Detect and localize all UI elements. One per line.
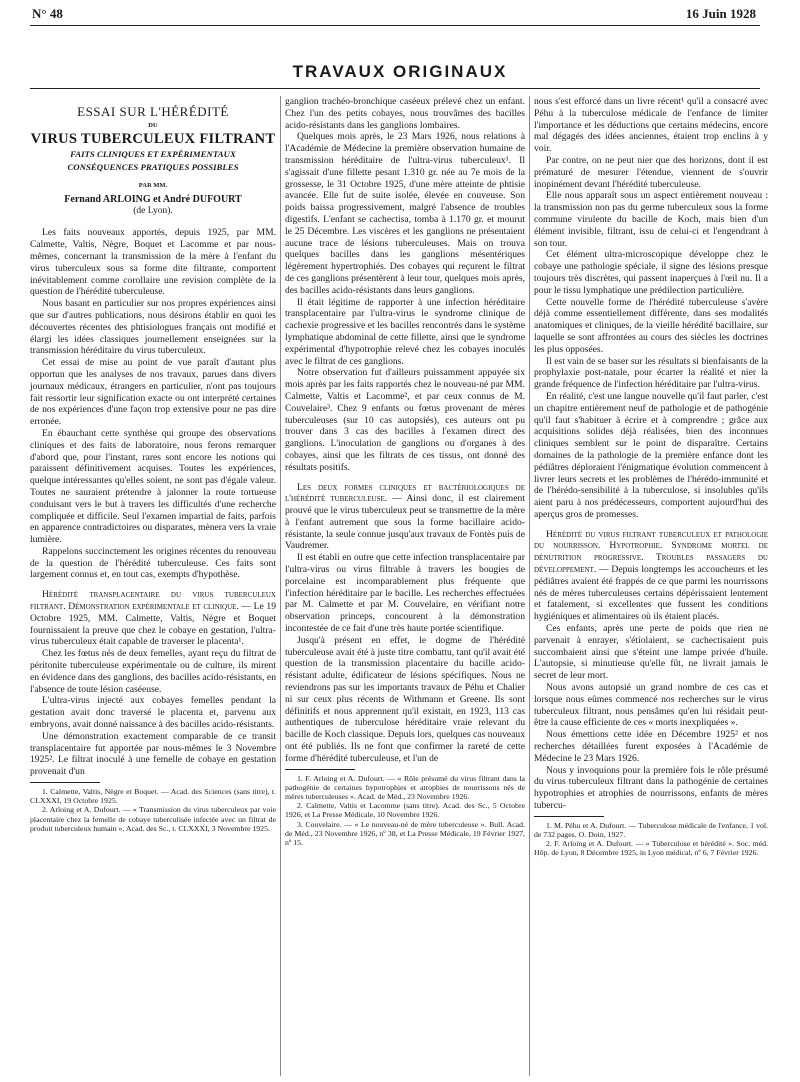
article-par: PAR MM.	[138, 181, 168, 189]
paragraph: Nous basant en particulier sur nos propres expériences ainsi que sur d'autres publications, nous désirons établir en quoi les découvertes récentes des phtisiologues français ont modifié et élargi les idées classiques journellement enseignées sur la transmission héréditaire du virus tuberculeux.	[30, 298, 276, 357]
column-1	[30, 96, 276, 833]
footnote: 2. Arloing et A. Dufourt. — « Transmission du virus tuberculeux par voie placentaire chez la femelle de cobaye tuberculisée infectée avec un filtrat de produit tuberculeux humain ». Acad. des Sc., t. CLXXXI, 3 Novembre 1925.	[30, 805, 276, 833]
article-subtitle: FAITS CLINIQUES ET EXPÉRIMENTAUX	[70, 149, 236, 160]
footnote-rule	[534, 816, 604, 817]
paragraph: Nous y invoquions pour la première fois le rôle présumé du virus tuberculeux filtrant dans la pathogénie de certaines hypotrophies et atrophies de nourrissons, enfants de mères tubercu-	[534, 764, 768, 812]
paragraph: Nous avons autopsié un grand nombre de ces cas et lorsque nous eûmes commencé nos recherches sur le virus tuberculeux filtrant, nous pensâmes qu'en lui résidait peut-être la cause efficiente de ces « morts inexpliquées ».	[534, 682, 768, 729]
footnote: 2. Calmette, Valtis et Lacomme (sans titre). Acad. des Sc., 5 Octobre 1926, et La Presse Médicale, 10 Novembre 1926.	[285, 801, 525, 820]
section-paragraph	[285, 482, 525, 553]
paragraph: Chez les fœtus nés de deux femelles, ayant reçu du filtrat de péritonite tuberculeuse expérimentale ou de culture, ils mirent en évidence dans des ganglions, des bacilles acido-résistants, en l'absence de toute lésion caséeuse.	[30, 648, 276, 695]
section-rule	[30, 88, 760, 89]
paragraph-text: — Le 19 Octobre 1925, MM. Calmette, Valtis, Nègre et Boquet fournissaient la preuve que chez le cobaye en gestation, l'ultra-virus tuberculeux était capable de traverser le placenta¹.	[30, 601, 276, 648]
column-divider	[529, 96, 530, 1076]
section-title: TRAVAUX ORIGINAUX	[292, 62, 508, 81]
paragraph-text: — Depuis longtemps les accoucheurs et les pédiâtres avaient été frappés de ce que parmi les nourrissons nés de mères tuberculeuses certains dépérissaient lentement et fatalement, si excellentes que fussent les conditions hygiéniques et alimentaires où ils étaient placés.	[534, 564, 768, 623]
footnote: 2. F. Arloing et A. Dufourt. — « Tuberculose et hérédité ». Soc. méd. Hôp. de Lyon, 8 Décembre 1925, in Lyon médical, nº 6, 7 Février 1926.	[534, 839, 768, 858]
paragraph: Cet essai de mise au point de vue paraît d'autant plus opportun que les analyses de nos travaux, parues dans divers journaux médicaux, étrangers en particulier, n'ont pas toujours fait ressortir leur signification exacte ou ont interprété certaines de nos expériences d'une façon trop extensive pour ne pas dire erronée.	[30, 357, 276, 428]
header-rule	[30, 25, 760, 26]
column-2	[285, 96, 525, 847]
article-subtitle: CONSÉQUENCES PRATIQUES POSSIBLES	[67, 162, 239, 173]
paragraph: Jusqu'à présent en effet, le dogme de l'hérédité tuberculeuse avait été à juste titre combattu, tant qu'il avait été question de la transmission placentaire du bacille acido-résistant adulte, édificateur de lésions spécifiques. Nous ne reviendrons pas sur les importants travaux de Péhu et Chalier ni sur ceux plus récents de Withmann et Greene. Ils sont définitifs et nous apprennent qu'il existait, en 1923, 113 cas authentiques de tuberculose héréditaire vraie relevant du bacille de Koch classique. Depuis lors, quelques cas nouveaux ont été publiés. Ils ne font que confirmer la rareté de cette forme d'hérédité tuberculeuse, et l'un de	[285, 634, 525, 764]
issue-date: 16 Juin 1928	[685, 6, 756, 21]
issue-number: N° 48	[32, 6, 63, 21]
paragraph: Rappelons succinctement les origines récentes du renouveau de la question de l'hérédité tuberculeuse. Ces faits sont largement connus et, en tout cas, exempts d'hypothèse.	[30, 545, 276, 581]
paragraph: Notre observation fut d'ailleurs puissamment appuyée six mois après par les faits rapportés chez le nouveau-né par MM. Calmette, Valtis et Lacomme², et par ceux connus de M. Couvelaire³. Chez 9 enfants ou fœtus provenant de mères tuberculeuses (sur 10 cas autopsiés), ces auteurs ont pu trouver dans 3 cas des bacilles à l'examen direct des ganglions. L'inoculation de ganglions ou d'organes à des cobayes, ainsi que les filtrats de ces tissus, ont donné des résultats positifs.	[285, 367, 525, 473]
footnote: 1. M. Péhu et A. Dufourt. — Tuberculose médicale de l'enfance, 1 vol. de 732 pages. O. Doin, 1927.	[534, 820, 768, 840]
paragraph: Ces enfants, après une perte de poids que rien ne parvenait à enrayer, s'étiolaient, se cachectisaient puis succombaient ainsi que s'éteint une lampe privée d'huile. L'autopsie, si minutieuse qu'elle fût, ne livrait jamais le secret de leur mort.	[534, 623, 768, 682]
footnote: 3. Couvelaire. — « Le nouveau-né de mère tuberculeuse ». Bull. Acad. de Méd., 23 Novembre 1926, nº 38, et La Presse Médicale, 19 Février 1927, nº 15.	[285, 819, 525, 848]
paragraph: Cette nouvelle forme de l'hérédité tuberculeuse s'avère déjà comme essentiellement différente, dans ses modalités anatomiques et cliniques, de la vieille hérédité bacillaire, sur laquelle se sont affrontées au cours des siècles les doctrines les plus opposées.	[534, 296, 768, 355]
section-paragraph	[534, 529, 768, 623]
paragraph: ganglion trachéo-bronchique caséeux prélevé chez un enfant. Chez l'un des petits cobayes, nous trouvâmes des bacilles acido-résistants dans les ganglions lombaires.	[285, 96, 525, 131]
paragraph: Quelques mois après, le 23 Mars 1926, nous relations à l'Académie de Médecine la première observation humaine de transmission héréditaire de l'ultra-virus tuberculeux¹. Il s'agissait d'une fillette pesant 1.310 gr. née au 7e mois de la grossesse, le 31 Octobre 1925, d'une mère atteinte de phtisie avancée. Elle fut de suite isolée, élevée en couveuse. Son poids baissa progressivement, malgré l'absence de troubles digestifs. L'enfant se cachectisa, tomba à 1.170 gr. et mourut le 25 Décembre. Les viscères et les ganglions ne présentaient aucune trace de lésions tuberculeuses. Mais on trouva quelques bacilles dans les ganglions mésentériques légèrement hypertrophiés. Des cobayes qui reçurent le filtrat de ces ganglions présentèrent à leur tour, quelques mois après, des bacilles acido-résistants dans leurs ganglions.	[285, 131, 525, 296]
paragraph: Il était légitime de rapporter à une infection héréditaire transplacentaire par l'ultra-virus le syndrome clinique de cachexie progressive et les bacilles rencontrés dans le système lymphatique abdominal de cette fillette, ainsi que le syndrome expérimental d'hypotrophie relevé chez les cobayes inoculés avec le filtrat de ces ganglions.	[285, 296, 525, 367]
footnote: 1. Calmette, Valtis, Nègre et Boquet. — Acad. des Sciences (sans titre), t. CLXXXI, 19 Octobre 1925.	[30, 787, 276, 806]
paragraph: En réalité, c'est une langue nouvelle qu'il faut parler, c'est un chapitre entièrement neuf de pathologie et de pathogénie qu'il faut s'habituer à écrire et à comprendre ; grâce aux acquisitions solides déjà réalisées, bien des inconnues cliniques semblent sur le point de disparaître. Certains domaines de la pathologie de la première enfance dont les pédiâtres déploraient l'énigmatique évolution commencent à livrer leurs secrets et les problèmes de l'hérédo-immunité et de l'hérédo-sensibilité à la tuberculose, si insolubles qu'ils aient paru à nos prédécesseurs, comportent aujourd'hui des aperçus gros de promesses.	[534, 390, 768, 520]
paragraph-text: — Ainsi donc, il est clairement prouvé que le virus tuberculeux peut se transmettre de la mère à l'enfant autrement que sous la forme bacillaire acido-résistante, la seule connue jusqu'aux travaux de Fontès puis de Vaudremer.	[285, 493, 525, 552]
paragraph: En ébauchant cette synthèse qui groupe des observations cliniques et des faits de laboratoire, nous ferons remarquer d'abord que, pour l'instant, rares sont encore les notions qui paraissent définitivement acquises. Toutes les expériences, quelque intéressantes qu'elles soient, ne sont pas d'égale valeur. Toutes ne sauraient prétendre à jalonner la route tortueuse conduisant vers le but à travers les difficultés d'une recherche compliquée et difficile. Seul l'examen impartial de faits, parfois en apparence contradictoires ou disparates, mènera vers la vraie lumière.	[30, 427, 276, 546]
paragraph: Il est établi en outre que cette infection transplacentaire par l'ultra-virus ou virus filtrable à travers les bougies de porcelaine est incomparablement plus fréquente que l'infection héréditaire par le bacille. Les recherches effectuées par M. Calmette et par M. Couvelaire, en vérifiant notre observation princeps, concourent à la démonstration incontestée de ce fait d'une très haute portée scientifique.	[285, 552, 525, 635]
paragraph: Cet élément ultra-microscopique développe chez le cobaye une pathologie spéciale, il signe des lésions presque toujours très discrètes, qui passent inaperçues à l'œil nu. Il a pour le tissu lymphatique une prédilection particulière.	[534, 249, 768, 296]
article-authors: Fernand ARLOING et André DUFOURT	[64, 193, 242, 205]
paragraph: Une démonstration exactement comparable de ce transit transplacentaire fut apportée par nous-mêmes le 3 Novembre 1925². Le filtrat inoculé à une femelle de cobaye en gestation provenait d'un	[30, 730, 276, 778]
column-divider	[280, 96, 281, 1076]
footnote-rule	[30, 782, 100, 783]
article-title-line2: VIRUS TUBERCULEUX FILTRANT	[30, 130, 276, 147]
footnote-rule	[285, 769, 355, 770]
paragraph: Nous émettions cette idée en Décembre 1925² et nos recherches détaillées furent exposées à l'Académie de Médecine le 23 Mars 1926.	[534, 729, 768, 764]
paragraph: Elle nous apparaît sous un aspect entièrement nouveau : la transmission non pas du germe tuberculeux sous la forme commune virulente du bacille de Koch, mais bien d'un élément invisible, filtrant, issu de celui-ci et l'engendrant à son tour.	[534, 190, 768, 249]
section-heading: Les deux formes cliniques et bactériologiques de l'hérédité tuberculeuse.	[285, 481, 525, 505]
paragraph: L'ultra-virus injecté aux cobayes femelles pendant la gestation avait donc traversé le placenta et, parvenu aux embryons, avait donné naissance à des bacilles acido-résistants.	[30, 695, 276, 731]
article-title-line1: ESSAI SUR L'HÉRÉDITÉ	[77, 104, 229, 119]
column-3	[534, 96, 768, 858]
paragraph: Par contre, on ne peut nier que des horizons, dont il est prématuré de mesurer l'étendue, viennent de s'ouvrir inopinément devant l'hérédité tuberculeuse.	[534, 154, 768, 190]
article-title-du: DU	[148, 121, 158, 129]
section-paragraph	[30, 589, 276, 648]
paragraph: Les faits nouveaux apportés, depuis 1925, par MM. Calmette, Valtis, Nègre, Boquet et Lacomme et par nous-mêmes, concernant la transmission de la mère à l'enfant du virus tuberculeux sous sa forme dite filtrante, comportent inévitablement comme corollaire une revision complète de la question de l'hérédité tuberculeuse.	[30, 227, 276, 298]
footnote: 1. F. Arloing et A. Dufourt. — « Rôle présumé du virus filtrant dans la pathogénie de certaines hypotrophies et atrophies de nourrissons nés de mères tuberculeuses ». Acad. de Méd., 23 Novembre 1926.	[285, 773, 525, 802]
section-heading: Hérédité du virus filtrant tuberculeux et pathologie du nourrisson. Hypotrophie. Syndrome mortel de dénutrition progressive. Troubles passagers du développement.	[534, 528, 768, 576]
paragraph: Il est vain de se baser sur les résultats si bienfaisants de la prophylaxie post-natale, pour écarter la réalité et nier la grande fréquence de l'infection héréditaire par l'ultra-virus.	[534, 355, 768, 391]
article-place: (de Lyon).	[133, 205, 173, 216]
paragraph: nous s'est efforcé dans un livre récent¹ qu'il a consacré avec Péhu à la tuberculose médicale de l'enfance de limiter l'importance et les déductions que certains médecins, encore mal dégagés des idées anciennes, étaient trop enclins à y voir.	[534, 96, 768, 155]
section-heading: Hérédité transplacentaire du virus tuberculeux filtrant. Démonstration expérimentale et clinique.	[30, 589, 276, 613]
